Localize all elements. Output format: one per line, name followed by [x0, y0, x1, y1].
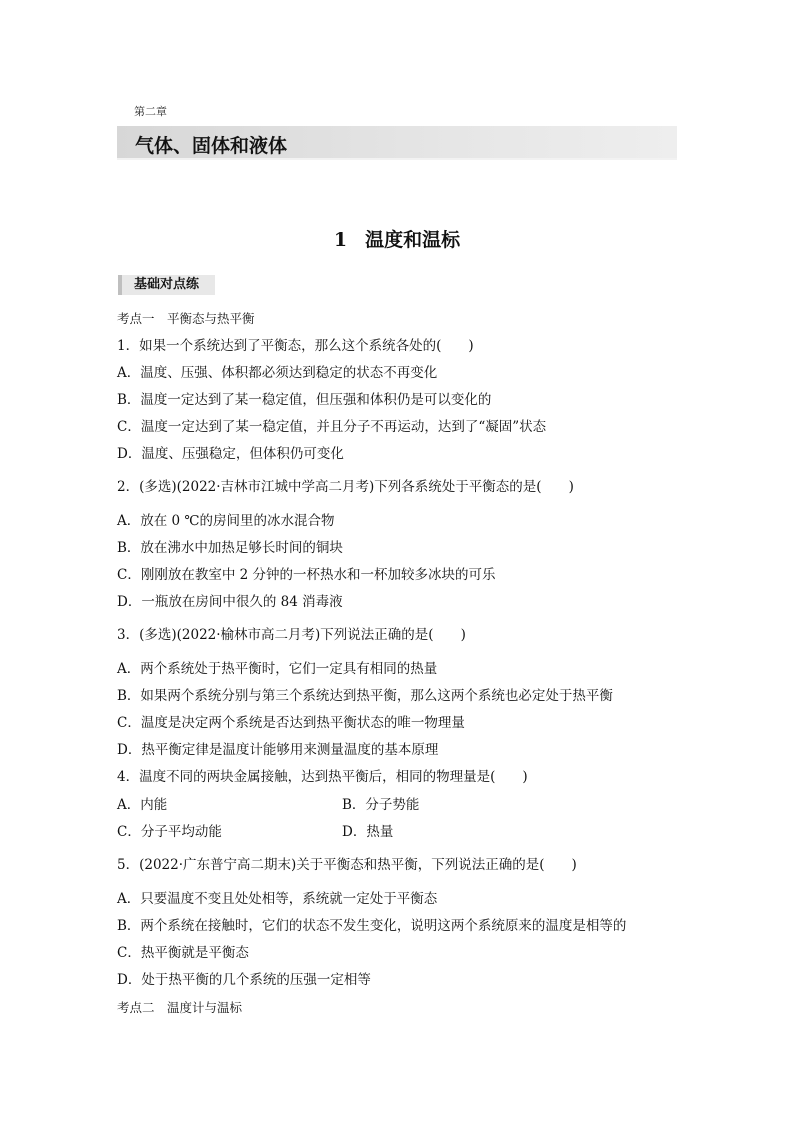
- lesson-title-text: 温度和温标: [365, 229, 461, 251]
- knowledge-point-1: 考点一 平衡态与热平衡: [117, 311, 255, 326]
- q5-option-d: D．处于热平衡的几个系统的压强一定相等: [117, 972, 371, 988]
- q2-option-b: B．放在沸水中加热足够长时间的铜块: [117, 540, 343, 556]
- q5-option-b: B．两个系统在接触时，它们的状态不发生变化，说明这两个系统原来的温度是相等的: [117, 918, 627, 934]
- q1-option-c: C．温度一定达到了某一稳定值，并且分子不再运动，达到了“凝固”状态: [117, 419, 547, 435]
- q1-option-b: B．温度一定达到了某一稳定值，但压强和体积仍是可以变化的: [117, 392, 492, 408]
- lesson-title: [0, 225, 794, 252]
- q5-option-a: A．只要温度不变且处处相等，系统就一定处于平衡态: [117, 891, 438, 907]
- q3-option-c: C．温度是决定两个系统是否达到热平衡状态的唯一物理量: [117, 715, 465, 731]
- q1-option-a: A．温度、压强、体积都必须达到稳定的状态不再变化: [117, 365, 438, 381]
- section-tag: 基础对点练: [118, 275, 215, 295]
- knowledge-point-2: 考点二 温度计与温标: [117, 1000, 243, 1015]
- q4-option-d: D．热量: [342, 824, 394, 840]
- q5-stem: 5．(2022·广东普宁高二期末)关于平衡态和热平衡，下列说法正确的是( ): [117, 857, 577, 873]
- chapter-label: 第二章: [134, 105, 167, 118]
- q2-option-a: A．放在 0 ℃的房间里的冰水混合物: [117, 513, 335, 529]
- q1-stem: 1．如果一个系统达到了平衡态，那么这个系统各处的( ): [117, 338, 474, 354]
- q3-option-d: D．热平衡定律是温度计能够用来测量温度的基本原理: [117, 742, 439, 758]
- q5-option-c: C．热平衡就是平衡态: [117, 945, 249, 961]
- q3-stem: 3．(多选)(2022·榆林市高二月考)下列说法正确的是( ): [117, 627, 466, 643]
- q3-option-b: B．如果两个系统分别与第三个系统达到热平衡，那么这两个系统也必定处于热平衡: [117, 688, 613, 704]
- q4-option-b: B．分子势能: [342, 797, 420, 813]
- chapter-title: 气体、固体和液体: [135, 135, 288, 157]
- q3-option-a: A．两个系统处于热平衡时，它们一定具有相同的热量: [117, 661, 438, 677]
- q1-option-d: D．温度、压强稳定，但体积仍可变化: [117, 446, 344, 462]
- q4-stem: 4．温度不同的两块金属接触，达到热平衡后，相同的物理量是( ): [117, 769, 528, 785]
- q2-option-c: C．刚刚放在教室中 2 分钟的一杯热水和一杯加较多冰块的可乐: [117, 567, 496, 583]
- q2-option-d: D．一瓶放在房间中很久的 84 消毒液: [117, 594, 343, 610]
- q4-option-c: C．分子平均动能: [117, 824, 222, 840]
- lesson-number: 1: [333, 229, 348, 251]
- q2-stem: 2．(多选)(2022·吉林市江城中学高二月考)下列各系统处于平衡态的是( ): [117, 479, 574, 495]
- q4-option-a: A．内能: [117, 797, 168, 813]
